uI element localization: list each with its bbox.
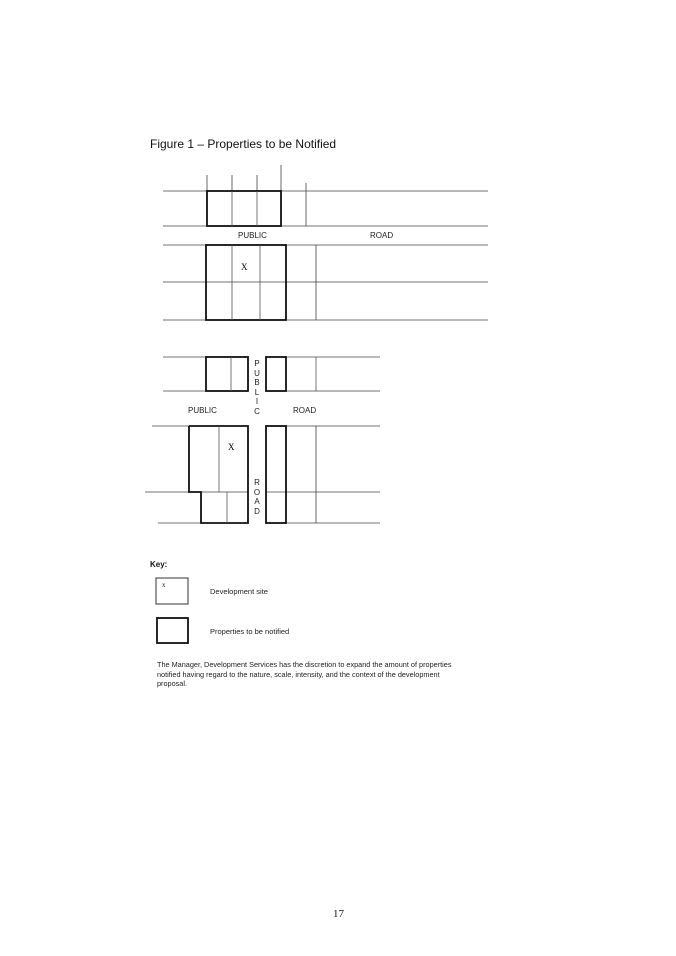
road-label-road: ROAD [370, 231, 394, 240]
key-notified-property-symbol [157, 618, 188, 643]
key-title: Key: [150, 560, 168, 569]
vertical-letter: R [254, 478, 260, 487]
vertical-letter: B [254, 378, 260, 388]
key-symbol-x: x [162, 581, 166, 589]
key-label-development-site: Development site [210, 587, 268, 596]
vertical-letter: O [253, 487, 261, 497]
vertical-letter: L [254, 387, 260, 397]
vertical-letter: I [255, 397, 259, 407]
vertical-letter: U [254, 368, 260, 378]
vertical-letter: C [254, 406, 260, 416]
key-label-properties-notified: Properties to be notified [210, 627, 290, 636]
key-development-site-symbol [156, 578, 188, 604]
development-site-mark: X [228, 442, 235, 452]
figure-title: Figure 1 – Properties to be Notified [150, 137, 337, 151]
vertical-letter: A [254, 497, 260, 507]
vertical-letter: D [254, 506, 260, 516]
road-label-public: PUBLIC [188, 406, 217, 415]
road-label-public: PUBLIC [238, 231, 267, 240]
discretion-note: The Manager, Development Services has the discretion to expand the amount of properties notified having regard to the nature, scale, intensity, and the context of the development proposal. [157, 660, 452, 689]
development-site-mark: X [241, 262, 248, 272]
road-label-road: ROAD [293, 406, 317, 415]
vertical-letter: P [254, 359, 260, 368]
page-number: 17 [333, 908, 344, 920]
